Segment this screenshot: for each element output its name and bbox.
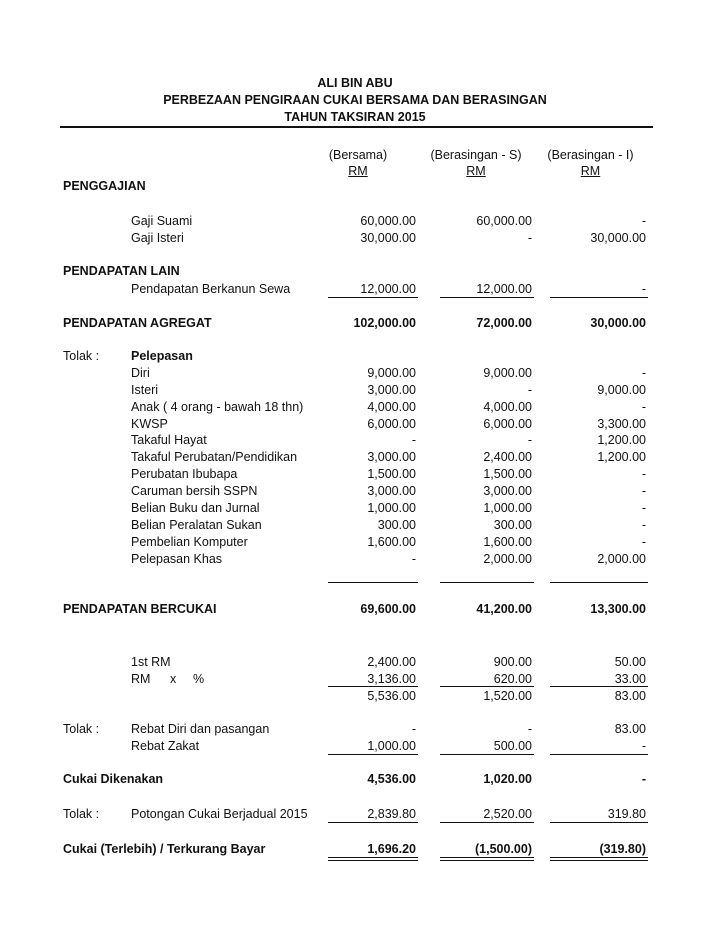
total-isteri: 13,300.00	[590, 602, 646, 616]
row-label: Rebat Diri dan pasangan	[131, 722, 270, 736]
header-rule	[60, 126, 653, 128]
col-unit-bersama: RM	[348, 164, 368, 178]
col-unit-isteri: RM	[580, 164, 601, 178]
multiply-sign: x	[170, 672, 177, 686]
cell-bersama: 6,000.00	[367, 417, 416, 431]
label-dikenakan: Cukai Dikenakan	[63, 772, 164, 786]
col-header-suami: (Berasingan - S)	[430, 148, 522, 162]
double-rule	[328, 857, 418, 858]
total-suami: 1,020.00	[483, 772, 532, 786]
cell-suami: 2,000.00	[483, 552, 532, 566]
cell-bersama: 3,000.00	[367, 383, 416, 397]
row-label: Pendapatan Berkanun Sewa	[131, 282, 291, 296]
rule	[550, 297, 648, 298]
row-label: Anak ( 4 orang - bawah 18 thn)	[131, 400, 304, 414]
double-rule	[328, 860, 418, 861]
cell-bersama: 60,000.00	[360, 214, 416, 228]
cell-bersama: 12,000.00	[360, 282, 416, 296]
cell-suami: 6,000.00	[483, 417, 532, 431]
cell-bersama: 30,000.00	[360, 231, 416, 245]
cell-bersama: 3,000.00	[367, 450, 416, 464]
cell-isteri: 1,200.00	[597, 450, 646, 464]
cell-bersama: 2,400.00	[367, 655, 416, 669]
cell-isteri: -	[641, 366, 646, 380]
rule	[440, 822, 534, 823]
row-label: Belian Buku dan Jurnal	[131, 501, 260, 515]
cell-isteri: 3,300.00	[597, 417, 646, 431]
cell-suami: 3,000.00	[483, 484, 532, 498]
cell-isteri: -	[641, 739, 646, 753]
col-header-isteri: (Berasingan - I)	[547, 148, 634, 162]
percent-sign: %	[193, 672, 205, 686]
cell-suami: 2,520.00	[483, 807, 532, 821]
cell-isteri: -	[641, 282, 646, 296]
total-suami: 41,200.00	[476, 602, 532, 616]
cell-isteri: 1,200.00	[597, 433, 646, 447]
row-label: Pembelian Komputer	[131, 535, 248, 549]
double-rule	[550, 860, 648, 861]
cell-bersama: 1,000.00	[367, 739, 416, 753]
row-label: Gaji Suami	[131, 214, 193, 228]
row-label: Diri	[131, 366, 150, 380]
row-label: Takaful Hayat	[131, 433, 207, 447]
cell-isteri: 30,000.00	[590, 231, 646, 245]
double-rule	[550, 857, 648, 858]
cell-suami: 1,500.00	[483, 467, 532, 481]
total-isteri: -	[641, 772, 646, 786]
document-title: PERBEZAAN PENGIRAAN CUKAI BERSAMA DAN BERASINGAN	[163, 93, 547, 107]
row-label: Belian Peralatan Sukan	[131, 518, 262, 532]
cell-suami: 300.00	[493, 518, 532, 532]
cell-bersama: 4,000.00	[367, 400, 416, 414]
tolak-label: Tolak :	[63, 722, 100, 736]
cell-suami: -	[527, 722, 532, 736]
cell-bersama: 1,600.00	[367, 535, 416, 549]
rule	[440, 754, 534, 755]
cell-bersama: 3,136.00	[367, 672, 416, 686]
row-label: Gaji Isteri	[131, 231, 184, 245]
cell-isteri: -	[641, 400, 646, 414]
rule	[328, 754, 418, 755]
cell-bersama: -	[411, 552, 416, 566]
cell-isteri: -	[641, 535, 646, 549]
cell-isteri: 319.80	[607, 807, 646, 821]
cell-bersama: 3,000.00	[367, 484, 416, 498]
row-label: Caruman bersih SSPN	[131, 484, 258, 498]
rule	[328, 582, 418, 583]
row-label: Rebat Zakat	[131, 739, 200, 753]
cell-suami: 900.00	[493, 655, 532, 669]
row-label: KWSP	[131, 417, 168, 431]
cell-bersama: 1,500.00	[367, 467, 416, 481]
row-label: Isteri	[131, 383, 159, 397]
rule	[440, 582, 534, 583]
final-bersama: 1,696.20	[367, 842, 416, 856]
tolak-label: Tolak :	[63, 807, 100, 821]
rule	[550, 686, 648, 687]
tolak-label: Tolak :	[63, 349, 100, 363]
rule	[328, 297, 418, 298]
col-unit-suami: RM	[466, 164, 486, 178]
rule	[550, 822, 648, 823]
label-bercukai: PENDAPATAN BERCUKAI	[63, 602, 217, 616]
subtotal-bersama: 5,536.00	[367, 689, 416, 703]
total-suami: 72,000.00	[476, 316, 532, 330]
final-suami: (1,500.00)	[475, 842, 532, 856]
cell-suami: 500.00	[493, 739, 532, 753]
rule	[440, 686, 534, 687]
total-bersama: 69,600.00	[360, 602, 416, 616]
total-isteri: 30,000.00	[590, 316, 646, 330]
subtotal-isteri: 83.00	[614, 689, 646, 703]
double-rule	[440, 860, 534, 861]
total-bersama: 102,000.00	[353, 316, 416, 330]
cell-suami: 1,000.00	[483, 501, 532, 515]
cell-bersama: 300.00	[377, 518, 416, 532]
cell-isteri: 9,000.00	[597, 383, 646, 397]
total-bersama: 4,536.00	[367, 772, 416, 786]
taxpayer-name: ALI BIN ABU	[317, 76, 393, 90]
rule	[550, 754, 648, 755]
cell-isteri: -	[641, 214, 646, 228]
subtotal-suami: 1,520.00	[483, 689, 532, 703]
cell-bersama: 1,000.00	[367, 501, 416, 515]
section-penggajian: PENGGAJIAN	[63, 179, 146, 193]
cell-bersama: 9,000.00	[367, 366, 416, 380]
row-label: Pelepasan Khas	[131, 552, 223, 566]
cell-suami: 9,000.00	[483, 366, 532, 380]
rule	[440, 297, 534, 298]
section-pelepasan: Pelepasan	[131, 349, 193, 363]
cell-suami: 620.00	[493, 672, 532, 686]
cell-isteri: 33.00	[614, 672, 646, 686]
cell-suami: -	[527, 433, 532, 447]
cell-suami: -	[527, 231, 532, 245]
double-rule	[440, 857, 534, 858]
cell-suami: 4,000.00	[483, 400, 532, 414]
row-label: Takaful Perubatan/Pendidikan	[131, 450, 298, 464]
cell-suami: -	[527, 383, 532, 397]
row-label: Potongan Cukai Berjadual 2015	[131, 807, 308, 821]
cell-isteri: -	[641, 518, 646, 532]
cell-isteri: 50.00	[614, 655, 646, 669]
section-pendapatan-lain: PENDAPATAN LAIN	[63, 264, 180, 278]
col-header-bersama: (Bersama)	[328, 148, 388, 162]
rule	[328, 822, 418, 823]
cell-isteri: 83.00	[614, 722, 646, 736]
label-agregat: PENDAPATAN AGREGAT	[63, 316, 212, 330]
row-label: 1st RM	[131, 655, 171, 669]
cell-bersama: -	[411, 433, 416, 447]
cell-isteri: -	[641, 501, 646, 515]
row-label: Perubatan Ibubapa	[131, 467, 238, 481]
cell-suami: 2,400.00	[483, 450, 532, 464]
final-isteri: (319.80)	[599, 842, 646, 856]
rule	[550, 582, 648, 583]
cell-suami: 60,000.00	[476, 214, 532, 228]
cell-isteri: -	[641, 467, 646, 481]
cell-suami: 12,000.00	[476, 282, 532, 296]
label-final: Cukai (Terlebih) / Terkurang Bayar	[63, 842, 266, 856]
cell-bersama: -	[411, 722, 416, 736]
cell-isteri: -	[641, 484, 646, 498]
assessment-year: TAHUN TAKSIRAN 2015	[284, 110, 426, 124]
row-label: RM	[131, 672, 151, 686]
rule	[328, 686, 418, 687]
cell-bersama: 2,839.80	[367, 807, 416, 821]
cell-isteri: 2,000.00	[597, 552, 646, 566]
cell-suami: 1,600.00	[483, 535, 532, 549]
